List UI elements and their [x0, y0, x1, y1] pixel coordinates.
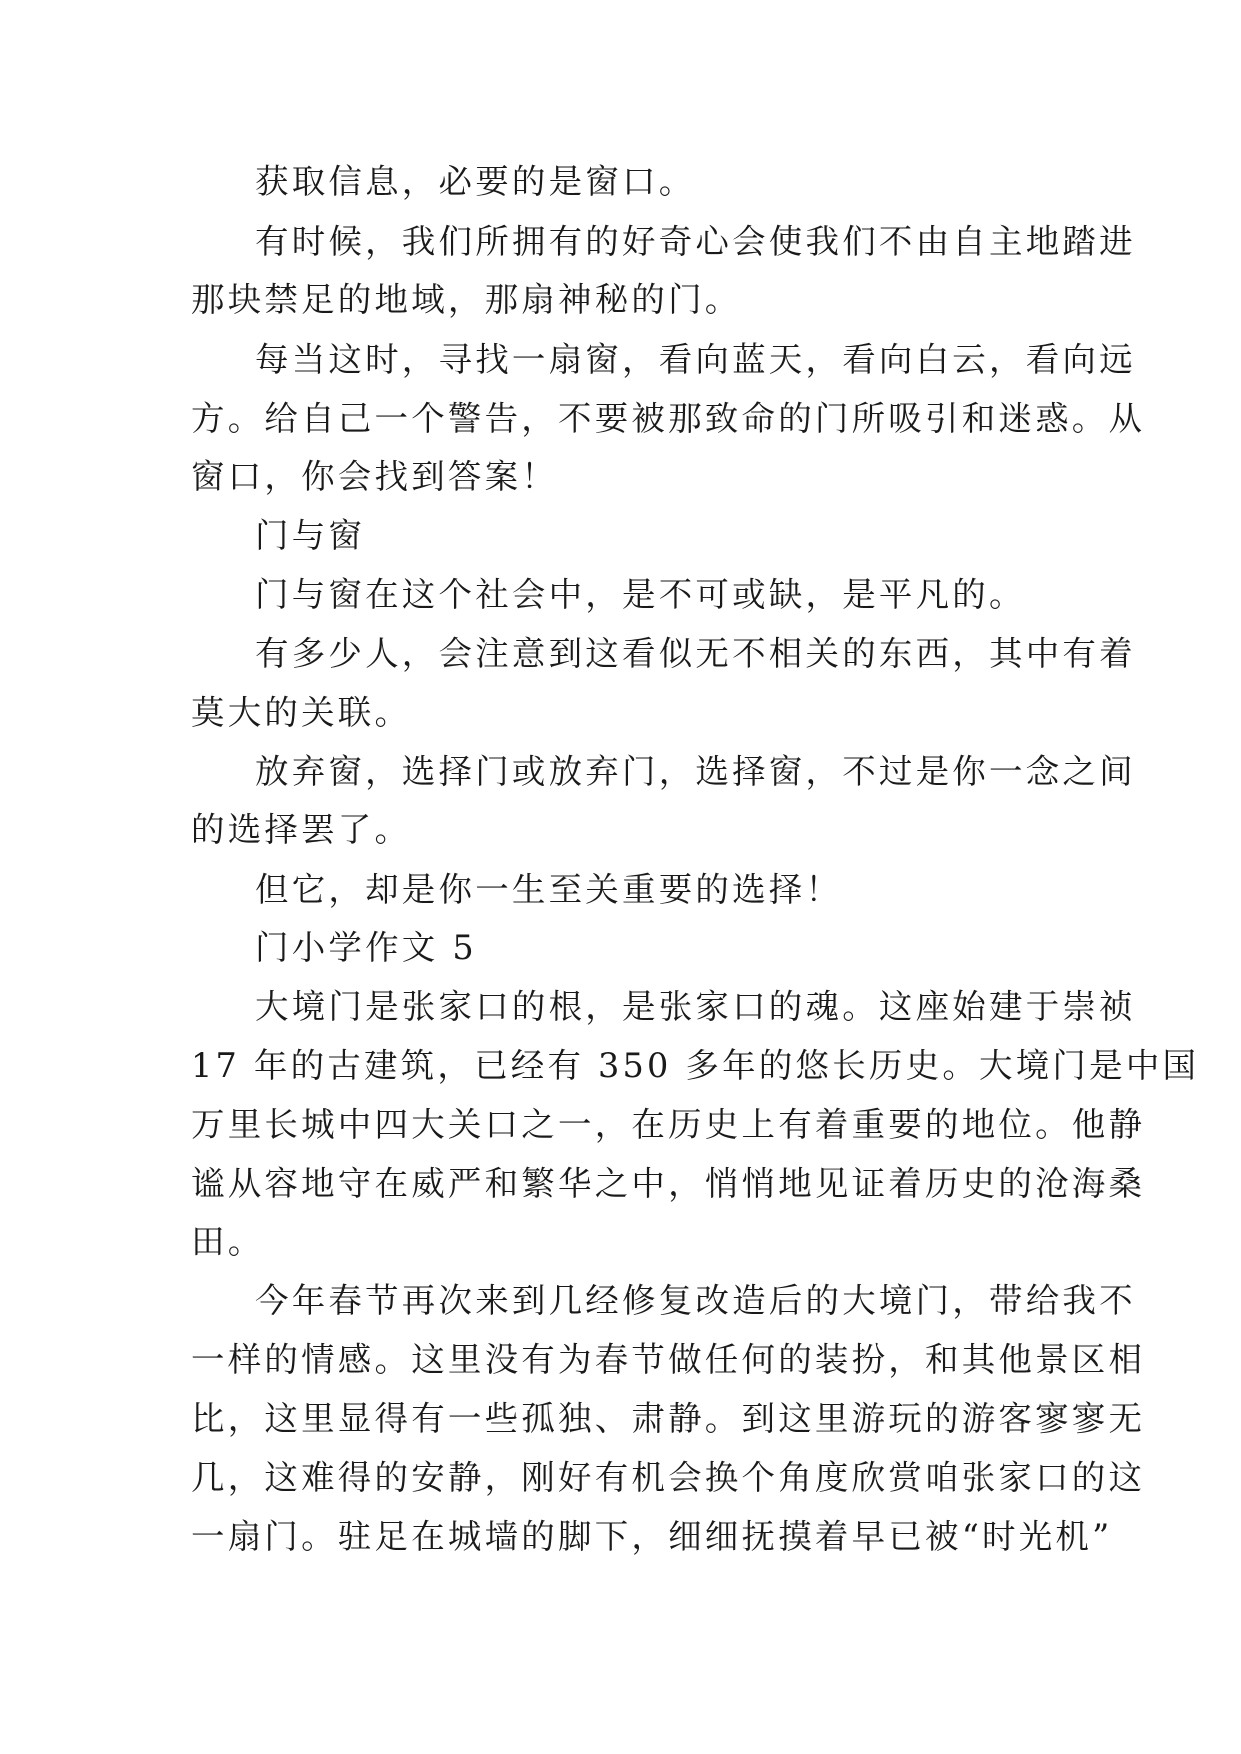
text-line: 万里长城中四大关口之一，在历史上有着重要的地位。他静 — [191, 1105, 1146, 1144]
text-line: 门与窗在这个社会中，是不可或缺，是平凡的。 — [255, 575, 1026, 614]
text-line: 放弃窗，选择门或放弃门，选择窗，不过是你一念之间 — [255, 752, 1136, 791]
text-line: 莫大的关联。 — [191, 693, 412, 732]
section-heading: 门小学作文 5 — [255, 928, 477, 967]
text-line: 有多少人，会注意到这看似无不相关的东西，其中有着 — [255, 634, 1136, 673]
section-heading: 门与窗 — [255, 516, 366, 555]
text-line: 的选择罢了。 — [191, 810, 412, 849]
text-line: 有时候，我们所拥有的好奇心会使我们不由自主地踏进 — [255, 222, 1136, 261]
text-line: 大境门是张家口的根，是张家口的魂。这座始建于崇祯 — [255, 987, 1136, 1026]
text-line: 方。给自己一个警告，不要被那致命的门所吸引和迷惑。从 — [191, 399, 1146, 438]
text-line: 获取信息，必要的是窗口。 — [255, 162, 696, 201]
text-line: 几，这难得的安静，刚好有机会换个角度欣赏咱张家口的这 — [191, 1458, 1146, 1497]
text-line: 谧从容地守在威严和繁华之中，悄悄地见证着历史的沧海桑 — [191, 1164, 1146, 1203]
text-line: 每当这时，寻找一扇窗，看向蓝天，看向白云，看向远 — [255, 340, 1136, 379]
text-line: 一样的情感。这里没有为春节做任何的装扮，和其他景区相 — [191, 1340, 1146, 1379]
text-line: 17 年的古建筑，已经有 350 多年的悠长历史。大境门是中国 — [191, 1046, 1200, 1085]
text-line: 但它，却是你一生至关重要的选择！ — [255, 870, 843, 909]
text-line: 今年春节再次来到几经修复改造后的大境门，带给我不 — [255, 1281, 1136, 1320]
text-line: 一扇门。驻足在城墙的脚下，细细抚摸着早已被“时光机” — [191, 1517, 1113, 1556]
text-line: 窗口，你会找到答案！ — [191, 457, 558, 496]
text-line: 田。 — [191, 1222, 265, 1261]
text-line: 那块禁足的地域，那扇神秘的门。 — [191, 280, 742, 319]
text-line: 比，这里显得有一些孤独、肃静。到这里游玩的游客寥寥无 — [191, 1399, 1146, 1438]
